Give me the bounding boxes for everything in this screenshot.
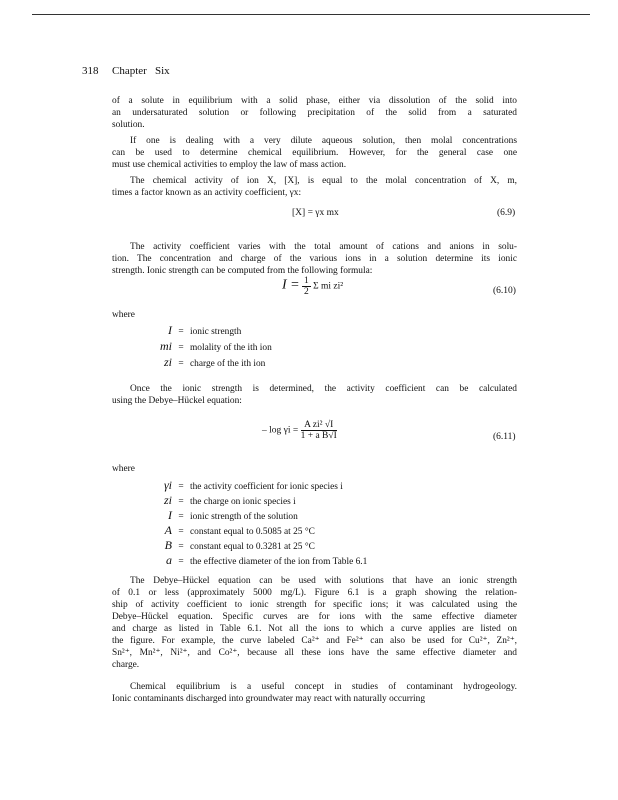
text-line: If one is dealing with a very dilute aqueous solution, then molal concentrations bbox=[130, 136, 517, 146]
text-line: Debye–Hückel equation. Specific curves are for ions with the same effective diameter bbox=[112, 612, 517, 622]
def-equals: = bbox=[178, 527, 184, 537]
header-rule bbox=[32, 14, 590, 15]
def-description: constant equal to 0.5085 at 25 °C bbox=[190, 527, 315, 537]
def-description: constant equal to 0.3281 at 25 °C bbox=[190, 542, 315, 552]
def-symbol: I bbox=[168, 323, 172, 337]
text-line: Ionic contaminants discharged into groundwater may react with naturally occurring bbox=[112, 694, 426, 704]
definition-row bbox=[150, 355, 265, 370]
text-line: Once the ionic strength is determined, the activity coefficient can be calculated bbox=[130, 384, 517, 394]
page-number: 318 bbox=[82, 65, 99, 77]
equation-6-10 bbox=[282, 276, 343, 297]
def-symbol: A bbox=[164, 523, 172, 537]
definition-row bbox=[150, 538, 315, 553]
text-line: ship of activity coefficient to ionic strength for specific ions; it was calculated using the bbox=[112, 600, 517, 610]
definition-row bbox=[150, 553, 367, 568]
def-description: the activity coefficient for ionic species i bbox=[190, 482, 343, 492]
text-line: must use chemical activities to employ the law of mass action. bbox=[112, 160, 347, 170]
eq-den: 1 + a B√I bbox=[300, 431, 337, 441]
def-equals: = bbox=[178, 327, 184, 337]
def-description: the effective diameter of the ion from Table 6.1 bbox=[190, 557, 368, 567]
def-description: charge of the ith ion bbox=[190, 359, 266, 369]
chapter-number: Six bbox=[155, 65, 170, 77]
def-symbol: a bbox=[166, 553, 172, 567]
def-symbol: zi bbox=[163, 355, 172, 369]
def-description: molality of the ith ion bbox=[190, 343, 272, 353]
definition-row bbox=[150, 323, 241, 338]
def-equals: = bbox=[178, 542, 184, 552]
definition-row bbox=[150, 339, 272, 354]
text-line: solution. bbox=[112, 120, 145, 130]
eq-rhs: Σ mi zi² bbox=[313, 281, 344, 292]
text-line: The chemical activity of ion X, [X], is equal to the molal concentration of X, m, bbox=[130, 176, 517, 186]
equation-number: (6.9) bbox=[497, 208, 516, 218]
def-equals: = bbox=[178, 497, 184, 507]
text-line: of 0.1 or less (approximately 5000 mg/L). Figure 6.1 is a graph showing the relation- bbox=[112, 588, 517, 598]
equation-6-9: [X] = γx mx bbox=[292, 208, 339, 218]
def-symbol: I bbox=[168, 508, 172, 522]
text-line: using the Debye–Hückel equation: bbox=[112, 396, 242, 406]
eq-lhs: I = bbox=[282, 277, 300, 293]
text-line: and charge as listed in Table 6.1. Not all the ions to which a curve applies are listed on bbox=[112, 624, 517, 634]
def-symbol: mi bbox=[160, 339, 172, 353]
def-equals: = bbox=[178, 343, 184, 353]
text-line: an undersaturated solution or following precipitation of the solid from a saturated bbox=[112, 108, 517, 118]
equation-number: (6.11) bbox=[493, 432, 516, 442]
def-symbol: zi bbox=[163, 493, 172, 507]
definition-row bbox=[150, 478, 343, 493]
text-line: of a solute in equilibrium with a solid phase, either via dissolution of the solid into bbox=[112, 96, 517, 106]
text-line: times a factor known as an activity coefficient, γx: bbox=[112, 188, 302, 198]
equation-6-11 bbox=[262, 420, 337, 441]
def-equals: = bbox=[178, 557, 184, 567]
text-line: Chemical equilibrium is a useful concept in studies of contaminant hydrogeology. bbox=[130, 682, 517, 692]
eq-den: 2 bbox=[303, 287, 309, 297]
text-line: strength. Ionic strength can be computed from the following formula: bbox=[112, 266, 373, 276]
chapter-label: Chapter bbox=[112, 65, 147, 77]
text-line: charge. bbox=[112, 660, 140, 670]
def-equals: = bbox=[178, 512, 184, 522]
def-symbol: γi bbox=[163, 478, 172, 492]
definition-row bbox=[150, 493, 296, 508]
text-line: The activity coefficient varies with the total amount of cations and anions in solu- bbox=[130, 242, 517, 252]
def-description: ionic strength of the solution bbox=[190, 512, 298, 522]
text-line: tion. The concentration and charge of the various ions in a solution determine its ionic bbox=[112, 254, 517, 264]
text-line: The Debye–Hückel equation can be used with solutions that have an ionic strength bbox=[130, 576, 517, 586]
eq-num: 1 bbox=[303, 276, 309, 286]
def-description: the charge on ionic species i bbox=[190, 497, 296, 507]
text-line: Sn²⁺, Mn²⁺, Ni²⁺, and Co²⁺, because all these ions have the same effective diameter and bbox=[112, 648, 517, 658]
text-line: can be used to determine chemical equilibrium. However, for the general case one bbox=[112, 148, 517, 158]
where-label: where bbox=[112, 464, 135, 474]
def-description: ionic strength bbox=[190, 327, 242, 337]
text-line: the figure. For example, the curve labeled Ca²⁺ and Fe²⁺ can also be used for Cu²⁺, Zn²⁺, bbox=[112, 636, 517, 646]
where-label: where bbox=[112, 310, 135, 320]
equation-number: (6.10) bbox=[493, 286, 516, 296]
def-equals: = bbox=[178, 359, 184, 369]
def-symbol: B bbox=[164, 538, 172, 552]
eq-lhs: – log γi = bbox=[262, 425, 299, 436]
definition-row bbox=[150, 523, 315, 538]
definition-row bbox=[150, 508, 298, 523]
eq-num: A zi² √I bbox=[301, 420, 337, 431]
def-equals: = bbox=[178, 482, 184, 492]
